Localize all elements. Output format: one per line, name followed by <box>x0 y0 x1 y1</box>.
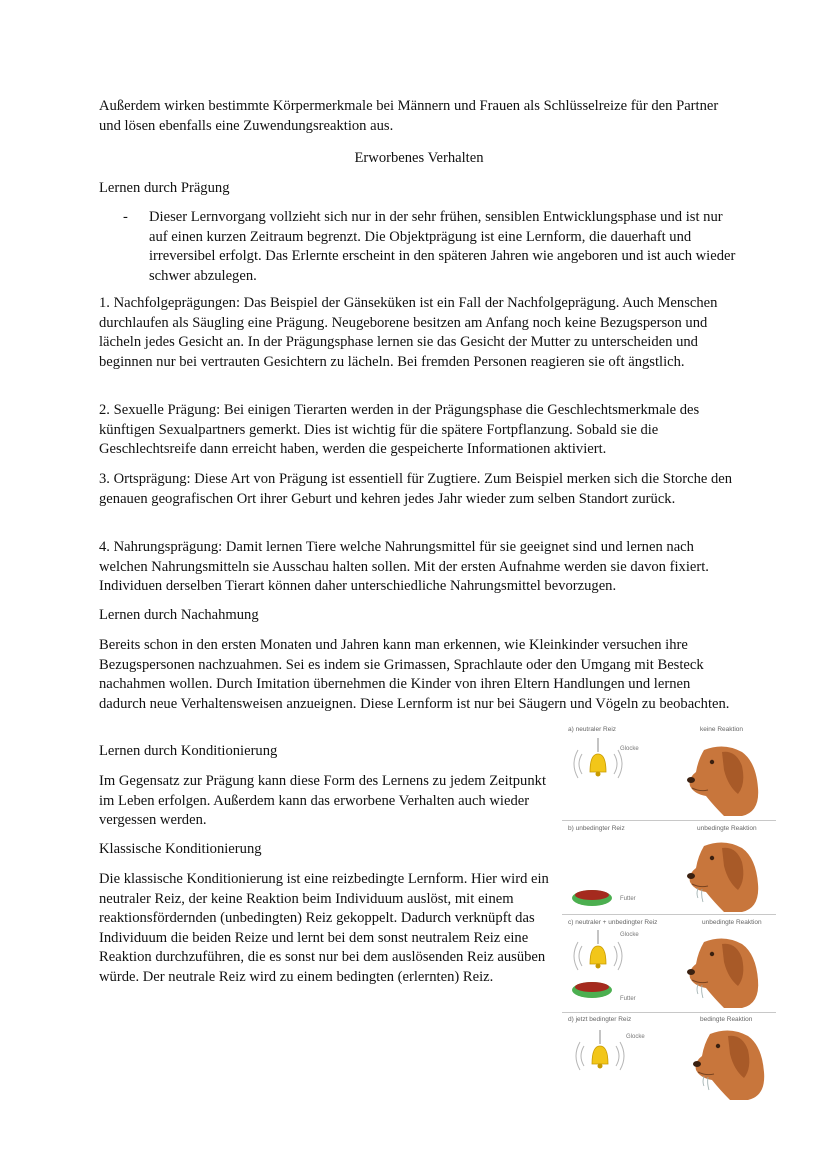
food-bowl-icon <box>570 980 614 1000</box>
panel-c-reaction-caption: unbedingte Reaktion <box>702 919 762 926</box>
salivating-dog-icon <box>684 932 764 1008</box>
section-title: Erworbenes Verhalten <box>354 150 484 166</box>
panel-d-reaction-caption: bedingte Reaktion <box>700 1016 753 1023</box>
bell-icon <box>570 1030 630 1080</box>
heading-konditionierung: Lernen durch Konditionierung <box>99 743 278 759</box>
heading-nachahmung: Lernen durch Nachahmung <box>99 607 259 623</box>
panel-unconditioned-stimulus <box>562 820 776 914</box>
heading-klassisch: Klassische Konditionierung <box>99 841 262 857</box>
praegung-item-4: 4. Nahrungsprägung: Damit lernen Tiere welche Nahrungsmittel für sie geeignet sind und lernen nach welchen Nahrungsmitteln sie Ausschau halten sollen. Mit der ersten Aufnahme werden sie davon fixiert. Individuen derselben Tierart können daher unterschiedliche Nahrungsmittel bevorzugen. <box>99 539 709 594</box>
praegung-item-3: 3. Ortsprägung: Diese Art von Prägung ist essentiell für Zugtiere. Zum Beispiel merken sich die Storche den genauen geografischen Ort ihrer Geburt und kehren jedes Jahr wieder zum selben Standort zurück. <box>99 471 733 507</box>
praegung-item-2: 2. Sexuelle Prägung: Bei einigen Tierarten werden in der Prägungsphase die Geschlechtsmerkmale des künftigen Sexualpartners gemerkt. Dies ist wichtig für die spätere Fortpflanzung. Sobald sie die Geschlechtsreife dann erreicht haben, werden die gespeicherte Informationen aktiviert. <box>99 402 700 457</box>
conditioning-illustration <box>562 722 776 1100</box>
salivating-dog-icon <box>684 836 764 912</box>
panel-a-stimulus-caption: a) neutraler Reiz <box>568 726 617 733</box>
konditionierung-paragraph: Im Gegensatz zur Prägung kann diese Form des Lernens zu jedem Zeitpunkt im Leben erfolgen. Außerdem kann das erworbene Verhalten auch wieder vergessen werden. <box>99 773 547 828</box>
klassisch-paragraph: Die klassische Konditionierung ist eine reizbedingte Lernform. Hier wird ein neutraler Reiz, der keine Reaktion beim Individuum auslöst, mit einem reaktionsfördernden (unbedingten) Reiz gekoppelt. Dadurch verknüpft das Individuum die beiden Reize und lernt bei dem sonst neutralem Reiz eine Reaktion durchzuführen, die es sonst nur bei dem auslösenden Reiz ausüben würde. Der neutrale Reiz wird zu einem bedingten (erlernten) Reiz. <box>99 871 549 985</box>
salivating-dog-icon <box>690 1024 770 1100</box>
panel-c-bell-label: Glocke <box>620 932 639 938</box>
praegung-item-1: 1. Nachfolgeprägungen: Das Beispiel der Gänseküken ist ein Fall der Nachfolgeprägung. Auch Menschen durchlaufen als Säugling eine Prägung. Neugeborene besitzen am Anfang noch keine Bezugsperson und lächeln jedes Gesicht an. In der Prägungsphase lernen sie das Gesicht der Mutter zu unterscheiden und beginnen nur bei vertrauten Gesichtern zu lächeln. Bei fremden Personen reagieren sie oft ängstlich. <box>99 295 718 370</box>
panel-b-food-label: Futter <box>620 896 636 902</box>
panel-d-bell-label: Glocke <box>626 1034 645 1040</box>
panel-paired-stimulus <box>562 914 776 1012</box>
bell-icon <box>568 738 628 788</box>
panel-neutral-stimulus <box>562 722 776 820</box>
panel-b-reaction-caption: unbedingte Reaktion <box>697 825 757 832</box>
panel-c-food-label: Futter <box>620 996 636 1002</box>
panel-b-stimulus-caption: b) unbedingter Reiz <box>568 825 625 832</box>
intro-paragraph: Außerdem wirken bestimmte Körpermerkmale bei Männern und Frauen als Schlüsselreize für den Partner und lösen ebenfalls eine Zuwendungsreaktion aus. <box>99 98 719 134</box>
panel-a-reaction-caption: keine Reaktion <box>700 726 743 733</box>
bell-icon <box>568 930 628 980</box>
heading-praegung: Lernen durch Prägung <box>99 180 230 196</box>
bullet-marker: - <box>123 209 128 225</box>
bullet-paragraph: Dieser Lernvorgang vollzieht sich nur in der sehr frühen, sensiblen Entwicklungsphase und ist nur auf einen kurzen Zeitraum begrenzt. Die Objektprägung ist eine Lernform, die dauerhaft und irreversibel erfolgt. Das Erlernte erscheint in den späteren Jahren wie angeboren und ist auch wieder schwer abzulegen. <box>149 209 736 284</box>
nachahmung-paragraph: Bereits schon in den ersten Monaten und Jahren kann man erkennen, wie Kleinkinder versuchen ihre Bezugspersonen nachzuahmen. Sei es indem sie Grimassen, Sprachlaute oder den Umgang mit Besteck nachahmen wollen. Durch Imitation übernehmen die Kinder von ihren Eltern Handlungen und lernen dadurch neue Verhaltensweisen anzueignen. Diese Lernform ist nur bei Säugern und Vögeln zu beobachten. <box>99 637 730 712</box>
panel-d-stimulus-caption: d) jetzt bedingter Reiz <box>568 1016 632 1023</box>
dog-head-icon <box>684 740 764 816</box>
panel-c-stimulus-caption: c) neutraler + unbedingter Reiz <box>568 919 658 926</box>
food-bowl-icon <box>570 888 614 908</box>
panel-conditioned-stimulus <box>562 1012 776 1100</box>
panel-a-bell-label: Glocke <box>620 746 639 752</box>
